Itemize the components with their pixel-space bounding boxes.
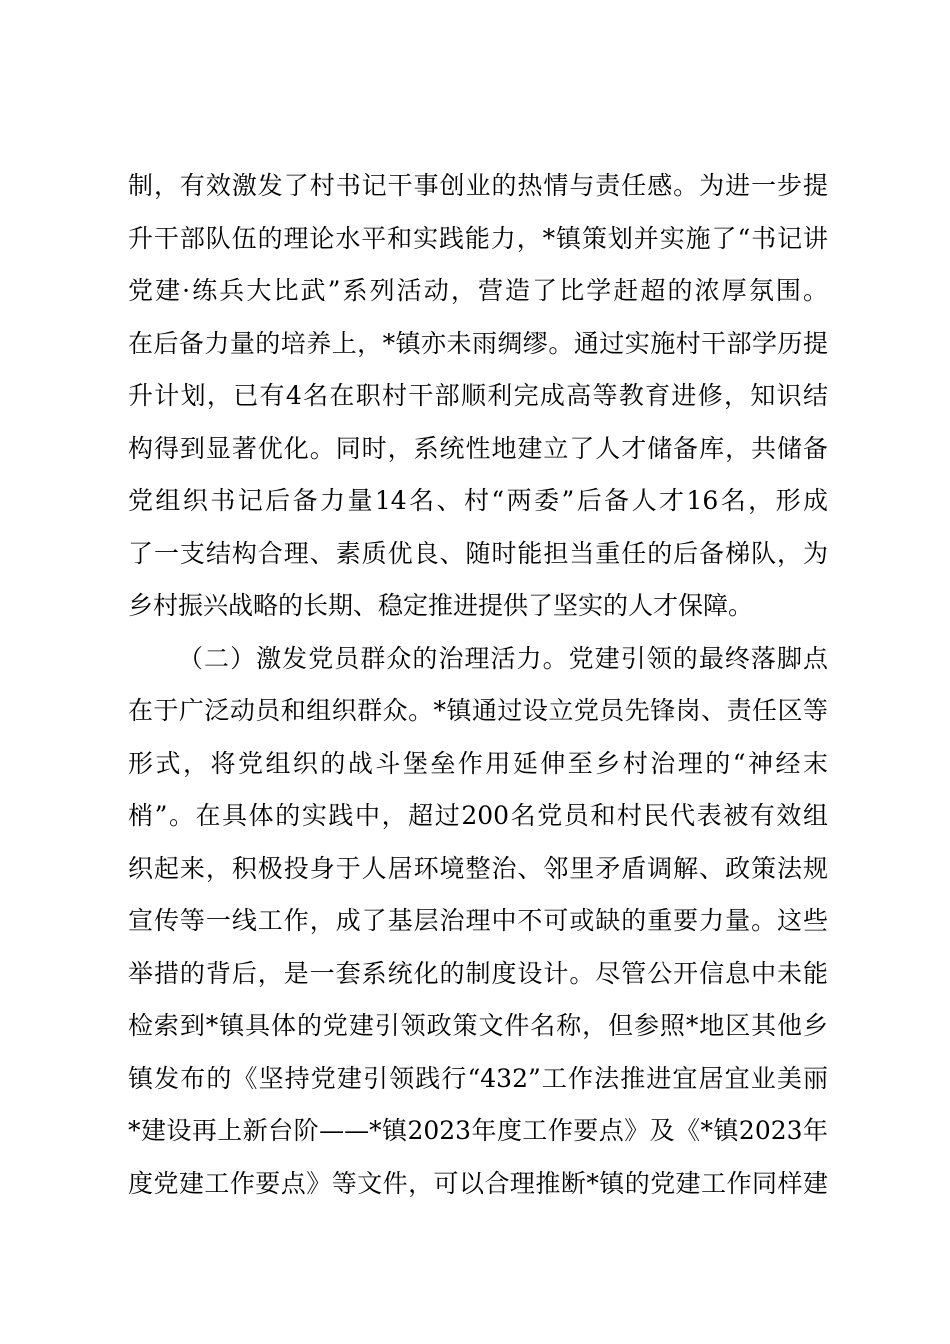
text-line: 织起来，积极投身于人居环境整治、邻里矛盾调解、政策法规 xyxy=(128,853,828,883)
section-heading-line: （二）激发党员群众的治理活力。党建引领的最终落脚点 xyxy=(178,643,828,673)
text-line: 制，有效激发了村书记干事创业的热情与责任感。为进一步提 xyxy=(128,171,828,200)
paragraph-2 xyxy=(128,633,828,1211)
document-body xyxy=(128,160,828,1210)
text-line: 构得到显著优化。同时，系统性地建立了人才储备库，共储备 xyxy=(128,433,828,463)
text-line: 梢”。在具体的实践中，超过200名党员和村民代表被有效组 xyxy=(128,801,828,830)
text-line: 党组织书记后备力量14名、村“两委”后备人才16名，形成 xyxy=(128,486,828,515)
text-line: 在后备力量的培养上，*镇亦未雨绸缪。通过实施村干部学历提 xyxy=(128,328,828,358)
paragraph-1 xyxy=(128,160,828,633)
text-line: 宣传等一线工作，成了基层治理中不可或缺的重要力量。这些 xyxy=(128,906,828,935)
text-line: 形式，将党组织的战斗堡垒作用延伸至乡村治理的“神经末 xyxy=(128,748,828,778)
text-line: 升干部队伍的理论水平和实践能力，*镇策划并实施了“书记讲 xyxy=(128,223,828,253)
text-line: 镇发布的《坚持党建引领践行“432”工作法推进宜居宜业美丽 xyxy=(128,1063,828,1093)
text-line: 举措的背后，是一套系统化的制度设计。尽管公开信息中未能 xyxy=(128,958,828,988)
text-line: 了一支结构合理、素质优良、随时能担当重任的后备梯队，为 xyxy=(128,538,828,568)
text-line: *建设再上新台阶——*镇2023年度工作要点》及《*镇2023年 xyxy=(128,1116,828,1145)
text-line: 升计划，已有4名在职村干部顺利完成高等教育进修，知识结 xyxy=(128,381,828,410)
text-line: 党建·练兵大比武”系列活动，营造了比学赶超的浓厚氛围。 xyxy=(128,276,828,305)
text-line: 乡村振兴战略的长期、稳定推进提供了坚实的人才保障。 xyxy=(128,591,754,620)
text-line: 在于广泛动员和组织群众。*镇通过设立党员先锋岗、责任区等 xyxy=(128,696,828,725)
text-line: 检索到*镇具体的党建引领政策文件名称，但参照*地区其他乡 xyxy=(128,1011,828,1040)
text-line: 度党建工作要点》等文件，可以合理推断*镇的党建工作同样建 xyxy=(128,1168,828,1198)
